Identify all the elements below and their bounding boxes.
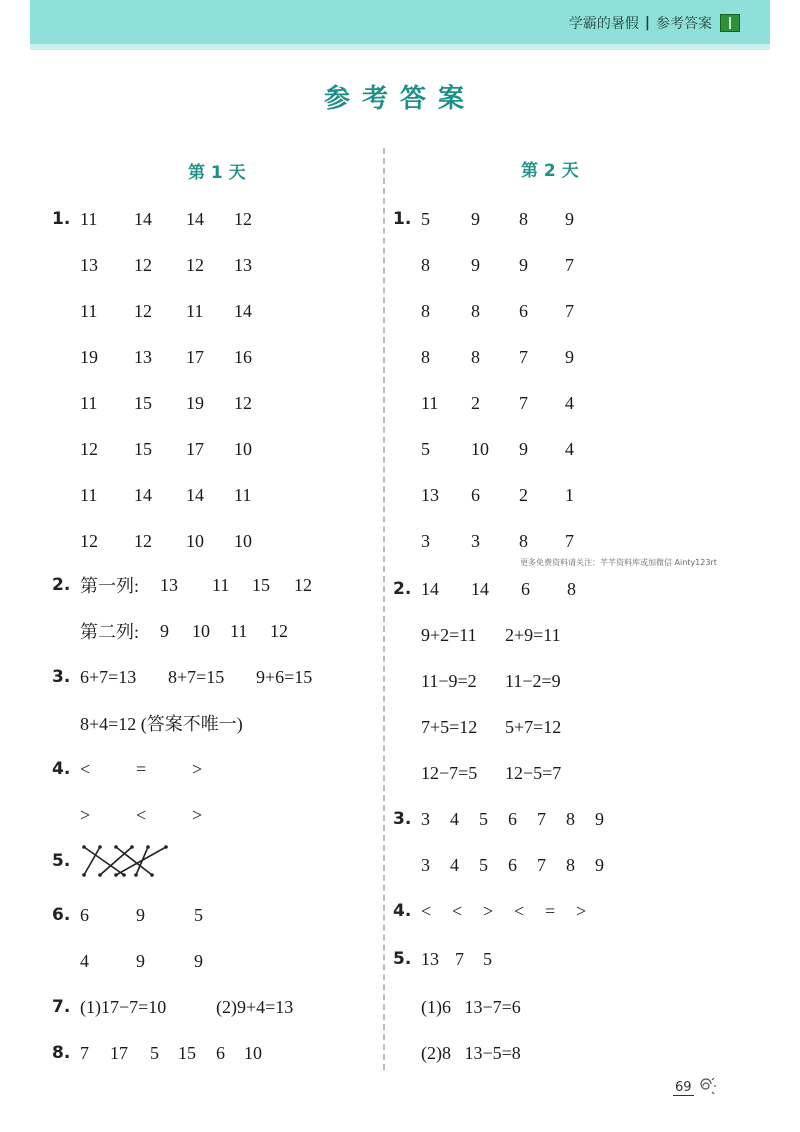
answer-cell: 8 <box>421 254 430 275</box>
answer-row <box>393 388 595 418</box>
question-number: 4. <box>393 901 412 921</box>
answer-cell: 17 <box>110 1042 128 1063</box>
answer-cell: 12 <box>270 620 288 641</box>
answer-cell: 7 <box>455 948 464 969</box>
day2-q5-line1 <box>393 944 492 974</box>
answer-row <box>421 855 624 876</box>
answer-cell: 10 <box>244 1042 262 1063</box>
answer-cell: 5 <box>421 208 430 229</box>
answer-cell: 9 <box>595 808 604 829</box>
answer-cell: 5 <box>150 1042 159 1063</box>
answer-row <box>393 526 595 556</box>
question-number: 5. <box>52 851 71 871</box>
answer-cell: 15 <box>134 392 152 413</box>
day2-q4 <box>393 896 607 926</box>
answer-cell: 5 <box>194 904 203 925</box>
header-series: 学霸的暑假 <box>568 16 639 32</box>
question-number: 3. <box>393 809 412 829</box>
header-strip <box>30 44 770 50</box>
answer-cell: 8 <box>567 578 576 599</box>
day1-q8 <box>52 1038 262 1068</box>
answer-cell: 8 <box>519 208 528 229</box>
day1-q4-line1 <box>52 754 202 784</box>
answer-row <box>393 204 595 234</box>
compare-sign: > <box>192 804 203 825</box>
answer-cell: 5 <box>421 438 430 459</box>
compare-sign: < <box>452 900 463 921</box>
answer-cell: 6 <box>521 578 530 599</box>
answer-row <box>421 901 607 922</box>
answer-row <box>393 480 595 510</box>
answer-cell: 14 <box>134 208 152 229</box>
answer-cell: 9 <box>136 904 145 925</box>
day1-q6-line1 <box>52 900 203 930</box>
answer-cell: 6 <box>519 300 528 321</box>
equation: 6+7=13 <box>80 666 137 687</box>
day2-q5-line3 <box>421 1038 521 1068</box>
answer-cell: 14 <box>471 578 489 599</box>
answer-cell: 10 <box>234 530 252 551</box>
day1-q3-line1 <box>52 662 312 692</box>
answer-cell: 17 <box>186 346 204 367</box>
answer-cell: 10 <box>234 438 252 459</box>
answer-cell: 9 <box>194 950 203 971</box>
answer-cell: 1 <box>565 484 574 505</box>
answer-cell: 8 <box>566 808 575 829</box>
equation: 7+5=12 <box>421 716 478 737</box>
equation: 9+2=11 <box>421 624 477 645</box>
answer-cell: 19 <box>80 346 98 367</box>
answer-cell: 3 <box>421 808 430 829</box>
answer-cell: 10 <box>471 438 489 459</box>
answer-row <box>52 342 274 372</box>
column-divider <box>383 148 385 1070</box>
answer-cell: 11 <box>80 392 98 413</box>
answer-row <box>52 296 274 326</box>
answer-cell: 7 <box>519 392 528 413</box>
answer-cell: 4 <box>80 950 89 971</box>
answer-cell: 8 <box>566 854 575 875</box>
header-tag <box>569 10 740 36</box>
answer-cell: 9 <box>160 620 169 641</box>
answer-cell: 6 <box>508 808 517 829</box>
compare-sign: < <box>136 804 147 825</box>
answer-cell: 6 <box>508 854 517 875</box>
answer-row <box>52 204 274 234</box>
day2-q3-line1 <box>393 804 624 834</box>
answer-cell: 6 <box>216 1042 225 1063</box>
answer-cell: 8 <box>519 530 528 551</box>
answer-cell: 9 <box>595 854 604 875</box>
answer-row <box>52 388 274 418</box>
answer-cell: 8 <box>471 300 480 321</box>
matching-lines-diagram <box>80 843 180 879</box>
answer-cell: 3 <box>421 854 430 875</box>
answer-row <box>52 480 274 510</box>
answer-cell: 11 <box>80 300 98 321</box>
equation-row <box>421 666 561 696</box>
day1-q2-line1 <box>52 570 312 600</box>
answer-cell: 13 <box>421 484 439 505</box>
equation: 5+7=12 <box>505 716 562 737</box>
answer-cell: 7 <box>565 530 574 551</box>
answer-cell: 16 <box>234 346 252 367</box>
answer-row <box>393 250 595 280</box>
answer-cell: 12 <box>234 208 252 229</box>
q2-label-first: 第一列: <box>80 576 140 596</box>
compare-sign: < <box>514 900 525 921</box>
equation: 2+9=11 <box>505 624 561 645</box>
day2-q2-line1 <box>393 574 576 604</box>
day1-title: 第 1 天 <box>188 163 246 183</box>
page-title: 参考答案 <box>323 84 476 114</box>
day1-q5 <box>52 846 180 876</box>
question-number: 8. <box>52 1043 71 1063</box>
answer-cell: 5 <box>479 854 488 875</box>
answer-cell: 11 <box>80 208 98 229</box>
answer-cell: 14 <box>186 484 204 505</box>
page-number: 69 <box>675 1080 692 1095</box>
answer-cell: 14 <box>234 300 252 321</box>
question-number: 1. <box>393 209 412 229</box>
answer-cell: 12 <box>186 254 204 275</box>
answer-row <box>421 809 624 830</box>
day1-q6-line2 <box>80 946 203 976</box>
equation: 8+7=15 <box>168 666 225 687</box>
compare-sign: = <box>136 758 147 779</box>
answer-cell: 10 <box>192 620 210 641</box>
equation-row <box>421 712 561 742</box>
answer-row <box>393 296 595 326</box>
answer-row <box>393 342 595 372</box>
compare-sign: = <box>545 900 556 921</box>
equation: 9+6=15 <box>256 666 313 687</box>
answer-cell: 11 <box>230 620 248 641</box>
question-number: 3. <box>52 667 71 687</box>
answer-cell: 9 <box>565 346 574 367</box>
answer-cell: 11 <box>234 484 252 505</box>
compare-sign: > <box>483 900 494 921</box>
answer-cell: 9 <box>519 438 528 459</box>
equation-row <box>421 620 561 650</box>
answer-cell: 5 <box>479 808 488 829</box>
answer-row <box>52 526 274 556</box>
answer-cell: 2 <box>519 484 528 505</box>
answer-cell: 4 <box>450 808 459 829</box>
day2-title: 第 2 天 <box>521 161 579 181</box>
answer-cell: 4 <box>565 438 574 459</box>
equation: (1)6 13−7=6 <box>421 996 521 1017</box>
answer-cell: 11 <box>80 484 98 505</box>
answer-cell: 3 <box>471 530 480 551</box>
question-number: 7. <box>52 997 71 1017</box>
answer-cell: 7 <box>565 300 574 321</box>
answer-cell: 7 <box>537 808 546 829</box>
day2-q3-line2 <box>421 850 624 880</box>
answer-cell: 12 <box>134 254 152 275</box>
answer-cell: 11 <box>186 300 204 321</box>
answer-cell: 19 <box>186 392 204 413</box>
compare-sign: < <box>80 758 91 779</box>
equation: (1)17−7=10 <box>80 996 167 1017</box>
answer-cell: 6 <box>471 484 480 505</box>
answer-cell: 11 <box>212 574 230 595</box>
answer-cell: 6 <box>80 904 89 925</box>
answer-cell: 13 <box>80 254 98 275</box>
answer-cell: 9 <box>565 208 574 229</box>
question-number: 2. <box>393 579 412 599</box>
question-number: 5. <box>393 949 412 969</box>
answer-cell: 10 <box>186 530 204 551</box>
day1-q2-line2 <box>80 616 288 646</box>
answer-row <box>393 434 595 464</box>
answer-cell: 2 <box>471 392 480 413</box>
answer-cell: 9 <box>136 950 145 971</box>
answer-cell: 8 <box>421 300 430 321</box>
question-number: 1. <box>52 209 71 229</box>
answer-cell: 13 <box>421 948 439 969</box>
equation-row <box>421 758 561 788</box>
answer-cell: 13 <box>160 574 178 595</box>
question-number: 4. <box>52 759 71 779</box>
answer-cell: 12 <box>134 300 152 321</box>
compare-sign: > <box>80 804 91 825</box>
answer-cell: 15 <box>178 1042 196 1063</box>
watermark-note: 更多免费资料请关注：芊芊资料库或加微信 Ainty123rt <box>520 558 717 567</box>
answer-cell: 12 <box>80 438 98 459</box>
answer-cell: 11 <box>421 392 439 413</box>
header-separator: | <box>644 15 650 31</box>
sun-swirl-icon <box>695 1075 717 1097</box>
compare-sign: > <box>576 900 587 921</box>
question-number: 6. <box>52 905 71 925</box>
answer-cell: 7 <box>537 854 546 875</box>
answer-cell: 9 <box>471 208 480 229</box>
equation-note: 8+4=12 (答案不唯一) <box>80 714 243 734</box>
answer-cell: 9 <box>471 254 480 275</box>
answer-cell: 14 <box>134 484 152 505</box>
answer-cell: 4 <box>565 392 574 413</box>
answer-cell: 14 <box>186 208 204 229</box>
answer-cell: 8 <box>471 346 480 367</box>
answer-cell: 13 <box>134 346 152 367</box>
answer-cell: 15 <box>252 574 270 595</box>
equation: 11−2=9 <box>505 670 561 691</box>
book-icon <box>720 14 740 32</box>
answer-cell: 7 <box>80 1042 89 1063</box>
compare-sign: > <box>192 758 203 779</box>
equation: (2)8 13−5=8 <box>421 1042 521 1063</box>
answer-cell: 13 <box>234 254 252 275</box>
answer-cell: 7 <box>565 254 574 275</box>
answer-cell: 7 <box>519 346 528 367</box>
answer-cell: 12 <box>234 392 252 413</box>
answer-cell: 15 <box>134 438 152 459</box>
equation: (2)9+4=13 <box>216 996 294 1017</box>
answer-cell: 9 <box>519 254 528 275</box>
day1-q3-line2 <box>80 708 243 738</box>
answer-cell: 17 <box>186 438 204 459</box>
question-number: 2. <box>52 575 71 595</box>
answer-cell: 12 <box>134 530 152 551</box>
equation: 11−9=2 <box>421 670 477 691</box>
answer-cell: 8 <box>421 346 430 367</box>
day1-q4-line2 <box>80 800 202 830</box>
equation: 12−7=5 <box>421 762 478 783</box>
answer-cell: 12 <box>294 574 312 595</box>
header-section: 参考答案 <box>656 16 712 32</box>
answer-cell: 3 <box>421 530 430 551</box>
equation: 12−5=7 <box>505 762 562 783</box>
answer-cell: 14 <box>421 578 439 599</box>
answer-cell: 5 <box>483 948 492 969</box>
answer-cell: 4 <box>450 854 459 875</box>
day1-q7 <box>52 992 293 1022</box>
q2-label-second: 第二列: <box>80 622 140 642</box>
day2-q5-line2 <box>421 992 521 1022</box>
compare-sign: < <box>421 900 432 921</box>
answer-row <box>52 250 274 280</box>
answer-cell: 12 <box>80 530 98 551</box>
answer-row <box>52 434 274 464</box>
